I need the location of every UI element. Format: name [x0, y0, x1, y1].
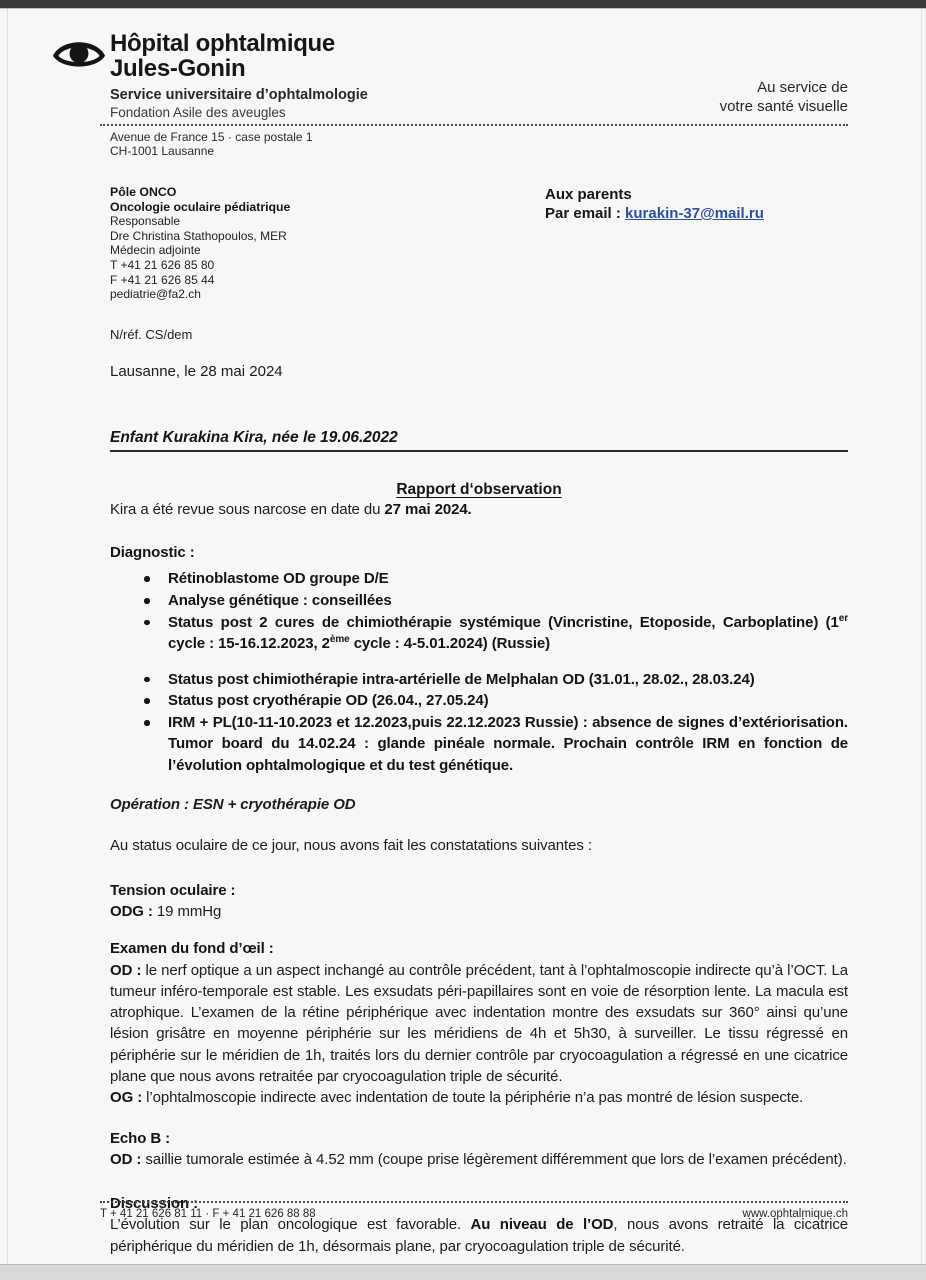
bullet-icon: [144, 720, 150, 726]
diagnostic-item-text: Status post cryothérapie OD (26.04., 27.05.24): [168, 692, 489, 710]
intro-paragraph: [110, 499, 848, 520]
diagnostic-item-text: Rétinoblastome OD groupe D/E: [168, 570, 389, 588]
address-line1: Avenue de France 15 · case postale 1: [110, 130, 313, 144]
footer-phones: T + 41 21 626 81 11 · F + 41 21 626 88 88: [100, 1208, 316, 1220]
page-footer: [100, 1198, 848, 1220]
diagnostic-item: [110, 568, 848, 589]
echo-heading: Echo B :: [110, 1129, 171, 1147]
bullet-icon: [144, 698, 150, 704]
patient-subject-line: Enfant Kurakina Kira, née le 19.06.2022: [110, 428, 398, 446]
sender-fax: F +41 21 626 85 44: [110, 272, 215, 287]
discussion-heading: Discussion :: [110, 1195, 198, 1213]
discussion-emphasis: Au niveau de l’OD: [470, 1216, 614, 1234]
diagnostic-item: [110, 712, 848, 776]
discussion-text: L’évolution sur le plan oncologique est favorable.: [110, 1216, 471, 1234]
sender-phone: T +41 21 626 85 80: [110, 257, 215, 272]
diagnostic-item-text: Status post 2 cures de chimiothérapie systémique (Vincristine, Etoposide, Carboplatine) (1: [168, 613, 839, 631]
recipient-via-label: Par email :: [545, 205, 626, 222]
diagnostic-heading: Diagnostic :: [110, 544, 195, 562]
org-address: [110, 130, 848, 158]
operation-line: Opération : ESN + cryothérapie OD: [110, 796, 356, 814]
intro-exam-date: 27 mai 2024.: [384, 500, 472, 518]
diagnostic-item-text: IRM + PL(10-11-10.2023 et 12.2023,puis 22.12.2023 Russie) : absence de signes d’extériorisation. Tumor board du 14.02.24 : glande pinéale normale. Prochain contrôle IRM en fonction de l’évolution ophtalmologique et du test génétique.: [168, 714, 848, 774]
tension-value-line: [110, 901, 848, 922]
discussion-paragraph: [110, 1214, 848, 1257]
footer-website: www.ophtalmique.ch: [742, 1208, 848, 1220]
subject-rule: [110, 429, 848, 452]
diagnostic-item-text: Status post chimiothérapie intra-artérielle de Melphalan OD (31.01., 28.02., 28.03.24): [168, 670, 755, 688]
tension-heading: Tension oculaire :: [110, 881, 236, 899]
diagnostic-item: [110, 690, 848, 711]
echo-od-text: saillie tumorale estimée à 4.52 mm (coupe prise légèrement différemment que lors de l’examen précédent).: [145, 1150, 847, 1168]
footer-dotted-rule: [100, 1201, 848, 1203]
sender-pole: Pôle ONCO: [110, 185, 177, 199]
slogan-line1: Au service de: [757, 79, 848, 96]
fundus-og-text: l’ophtalmoscopie indirecte avec indentation de toute la périphérie n’a pas montré de lésion suspecte.: [146, 1089, 804, 1107]
ordinal-superscript: ème: [329, 634, 350, 646]
org-foundation: Fondation Asile des aveugles: [110, 105, 286, 120]
sender-doctor: Dre Christina Stathopoulos, MER: [110, 228, 287, 243]
fundus-od-text: le nerf optique a un aspect inchangé au contrôle précédent, tant à l’ophtalmoscopie indirecte qu’à l’OCT. La tumeur inféro-temporale est stable. Les exsudats péri-papillaires sont en voie de résorption lente. La macula est atrophique. L’examen de la rétine périphérique avec indentation montre des exsudats sur 360° ainsi qu’une lésion grisâtre en moyenne périphérie sur les méridiens de 4h et 5h30, à surveiller. Le tissu régressé en périphérie sur le méridien de 1h, traités lors du dernier contrôle par cryocoagulation a régressé en une cicatrice plane que nous avons retraitée par cryocoagulation triple de sécurité.: [110, 961, 848, 1085]
diagnostic-item: [110, 612, 848, 655]
diagnostic-item: [110, 669, 848, 690]
odg-value: 19 mmHg: [152, 902, 222, 920]
od-label: OD :: [110, 961, 146, 979]
document-page: [0, 9, 926, 1264]
intro-text: Kira a été revue sous narcose en date du: [110, 500, 385, 518]
og-label: OG :: [110, 1089, 147, 1107]
recipient-to: Aux parents: [545, 186, 632, 203]
letterhead: [110, 31, 848, 121]
bullet-icon: [144, 598, 150, 604]
fundus-og-paragraph: [110, 1087, 848, 1108]
report-title: [110, 481, 848, 499]
sender-email: pediatrie@fa2.ch: [110, 287, 201, 302]
diagnostic-item-text: Analyse génétique : conseillées: [168, 592, 392, 610]
eye-logo-icon: [52, 34, 106, 74]
reference-line: N/réf. CS/dem: [110, 326, 193, 342]
fundus-heading: Examen du fond d’œil :: [110, 940, 274, 958]
sender-role: Responsable: [110, 214, 181, 229]
org-department: Service universitaire d’ophtalmologie: [110, 87, 368, 103]
org-name-line1: Hôpital ophtalmique: [110, 30, 335, 57]
diagnostic-item-text: cycle : 15-16.12.2023, 2: [168, 635, 330, 653]
bullet-icon: [144, 620, 150, 626]
org-slogan: [720, 78, 848, 116]
sender-title: Médecin adjointe: [110, 243, 201, 258]
od-label: OD :: [110, 1150, 146, 1168]
recipient-via: [545, 204, 764, 223]
diagnostic-list-group2: [110, 669, 848, 776]
sender-unit: Oncologie oculaire pédiatrique: [110, 199, 291, 214]
bullet-icon: [144, 576, 150, 582]
odg-label: ODG :: [110, 902, 153, 920]
diagnostic-item-text: cycle : 4-5.01.2024) (Russie): [349, 635, 551, 653]
diagnostic-list-group1: [110, 568, 848, 654]
report-title-text: Rapport d‘observation: [396, 480, 562, 498]
org-name-line2: Jules-Gonin: [110, 55, 246, 82]
recipient-email-link[interactable]: kurakin-37@mail.ru: [625, 205, 764, 222]
status-intro-line: Au status oculaire de ce jour, nous avons fait les constatations suivantes :: [110, 837, 592, 855]
header-dotted-rule: [100, 124, 848, 126]
correspondents: [110, 185, 848, 302]
sender-block: [110, 185, 545, 302]
slogan-line2: votre santé visuelle: [719, 98, 848, 115]
date-line: Lausanne, le 28 mai 2024: [110, 362, 283, 380]
address-line2: CH-1001 Lausanne: [110, 144, 215, 158]
echo-od-paragraph: [110, 1149, 848, 1170]
scan-edge-bottom: [0, 1264, 926, 1280]
recipient-block: [545, 185, 764, 302]
ordinal-superscript: er: [838, 612, 848, 624]
discussion-text: , nous avons retraité la cicatrice périphérique du méridien de 1h, désormais plane, par cryocoagulation triple de sécurité.: [110, 1216, 849, 1255]
bullet-icon: [144, 677, 150, 683]
fundus-od-paragraph: [110, 960, 848, 1088]
diagnostic-item: [110, 590, 848, 611]
scan-edge-top: [0, 0, 926, 9]
